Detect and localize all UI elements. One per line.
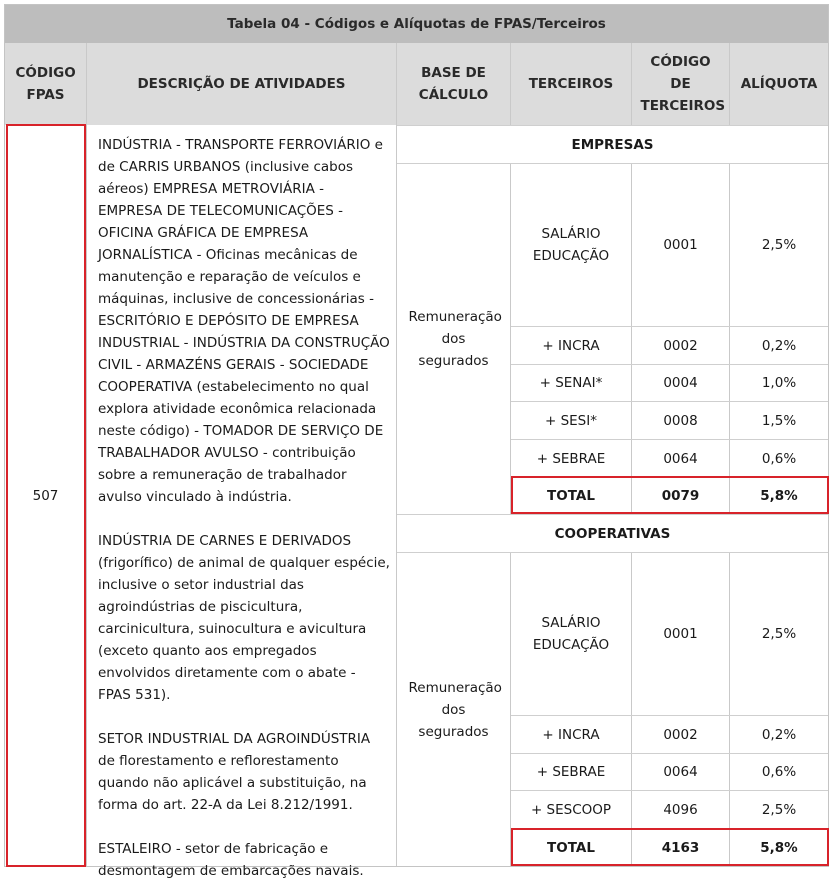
cooperativas-row-codigo: 4096 [663, 801, 698, 818]
header-codigo-terceiros-label: CÓDIGO DE TERCEIROS [640, 54, 726, 114]
cooperativas-total-aliquota: 5,8% [760, 839, 798, 856]
header-terceiros [511, 43, 631, 125]
header-aliquota-label: ALÍQUOTA [740, 76, 818, 92]
empresas-row-terceiro: + INCRA [542, 337, 600, 354]
description-paragraph: SETOR INDUSTRIAL DA AGROINDÚSTRIA de florestamento e reflorestamento quando não aplicável a substituição, na forma do art. 22-A da Lei 8.212/1991. [98, 731, 371, 813]
empresas-row-codigo: 0001 [663, 237, 698, 253]
column-divider [510, 43, 511, 125]
empresas-row-aliquota: 0,2% [761, 337, 797, 354]
column-divider [86, 43, 87, 866]
cooperativas-row-codigo: 0002 [663, 726, 698, 743]
header-codigo-fpas-label: CÓDIGO FPAS [15, 65, 76, 103]
section-cooperativas: COOPERATIVAS [554, 525, 671, 542]
header-codigo-fpas [5, 43, 86, 125]
cooperativas-row-aliquota: 2,5% [761, 626, 797, 642]
empresas-row-codigo: 0064 [663, 450, 698, 467]
empresas-row-codigo: 0002 [663, 337, 698, 354]
empresas-total-aliquota: 5,8% [760, 488, 798, 504]
cooperativas-row-terceiro [511, 553, 631, 715]
section-empresas: EMPRESAS [571, 136, 654, 153]
cooperativas-row-terceiro: + SESCOOP [530, 801, 612, 818]
cooperativas-row-codigo: 0001 [663, 626, 698, 642]
fpas-code: 507 [32, 488, 59, 504]
cooperativas-row-aliquota: 2,5% [761, 801, 797, 818]
cooperativas-row-aliquota: 0,6% [761, 764, 797, 780]
terceiro-label: SALÁRIO EDUCAÇÃO [532, 226, 610, 264]
empresas-row-aliquota: 1,5% [761, 412, 797, 429]
empresas-row-aliquota: 2,5% [761, 237, 797, 253]
terceiro-label: SALÁRIO EDUCAÇÃO [532, 615, 610, 653]
cooperativas-row-aliquota: 0,2% [761, 726, 797, 743]
base-empresas [397, 164, 510, 514]
empresas-total-label: TOTAL [547, 488, 595, 504]
base-empresas-label: Remuneração dos segurados [408, 309, 502, 369]
header-base-label: BASE DE CÁLCULO [418, 65, 489, 103]
cooperativas-row-codigo: 0064 [663, 764, 698, 780]
header-aliquota [730, 43, 828, 125]
cooperativas-total-codigo: 4163 [661, 839, 700, 856]
fpas-code-highlight [6, 124, 86, 867]
empresas-total-codigo: 0079 [661, 488, 700, 504]
table-title: Tabela 04 - Códigos e Alíquotas de FPAS/Terceiros [5, 5, 828, 43]
cooperativas-row-terceiro: + SEBRAE [536, 764, 606, 780]
empresas-row-aliquota: 1,0% [761, 375, 797, 391]
header-descricao [87, 43, 396, 125]
cooperativas-total-label: TOTAL [547, 839, 595, 856]
empresas-row-terceiro: + SENAI* [539, 375, 603, 391]
column-divider [631, 43, 632, 125]
empresas-row-terceiro [511, 164, 631, 326]
description-paragraph: INDÚSTRIA DE CARNES E DERIVADOS (frigorífico) de animal de qualquer espécie, inclusive o setor industrial das agroindústrias de piscicultura, carcinicultura, suinocultura e avicultura (exceto quanto aos empregados envolvidos diretamente com o abate - FPAS 531). [98, 533, 390, 703]
column-divider [729, 43, 730, 125]
cooperativas-total-highlight [511, 828, 829, 866]
empresas-row-aliquota: 0,6% [761, 450, 797, 467]
empresas-row-terceiro: + SEBRAE [536, 450, 606, 467]
header-base [397, 43, 510, 125]
header-terceiros-label: TERCEIROS [528, 76, 614, 92]
base-cooperativas [397, 553, 510, 866]
cooperativas-row-terceiro: + INCRA [542, 726, 600, 743]
header-descricao-label: DESCRIÇÃO DE ATIVIDADES [137, 76, 346, 92]
empresas-row-codigo: 0008 [663, 412, 698, 429]
empresas-row-codigo: 0004 [663, 375, 698, 391]
base-cooperativas-label: Remuneração dos segurados [408, 679, 502, 740]
empresas-total-highlight [511, 476, 829, 514]
description-paragraph: ESTALEIRO - setor de fabricação e desmontagem de embarcações navais. [98, 841, 364, 879]
empresas-row-terceiro: + SESI* [544, 412, 597, 429]
description-paragraph: INDÚSTRIA - TRANSPORTE FERROVIÁRIO e de CARRIS URBANOS (inclusive cabos aéreos) EMPRESA METROVIÁRIA - EMPRESA DE TELECOMUNICAÇÕES - OFICINA GRÁFICA DE EMPRESA JORNALÍSTICA - Oficinas mecânicas de manutenção e reparação de veículos e máquinas, inclusive de concessionárias - ESCRITÓRIO E DEPÓSITO DE EMPRESA INDUSTRIAL - INDÚSTRIA DA CONSTRUÇÃO CIVIL - ARMAZÉNS GERAIS - SOCIEDADE COOPERATIVA (estabelecimento no qual explora atividade econômica relacionada neste código) - TOMADOR DE SERVIÇO DE TRABALHADOR AVULSO - contribuição sobre a remuneração de trabalhador avulso vinculado à indústria. [98, 137, 390, 505]
header-codigo-terceiros [632, 43, 729, 125]
description-block [98, 134, 390, 882]
